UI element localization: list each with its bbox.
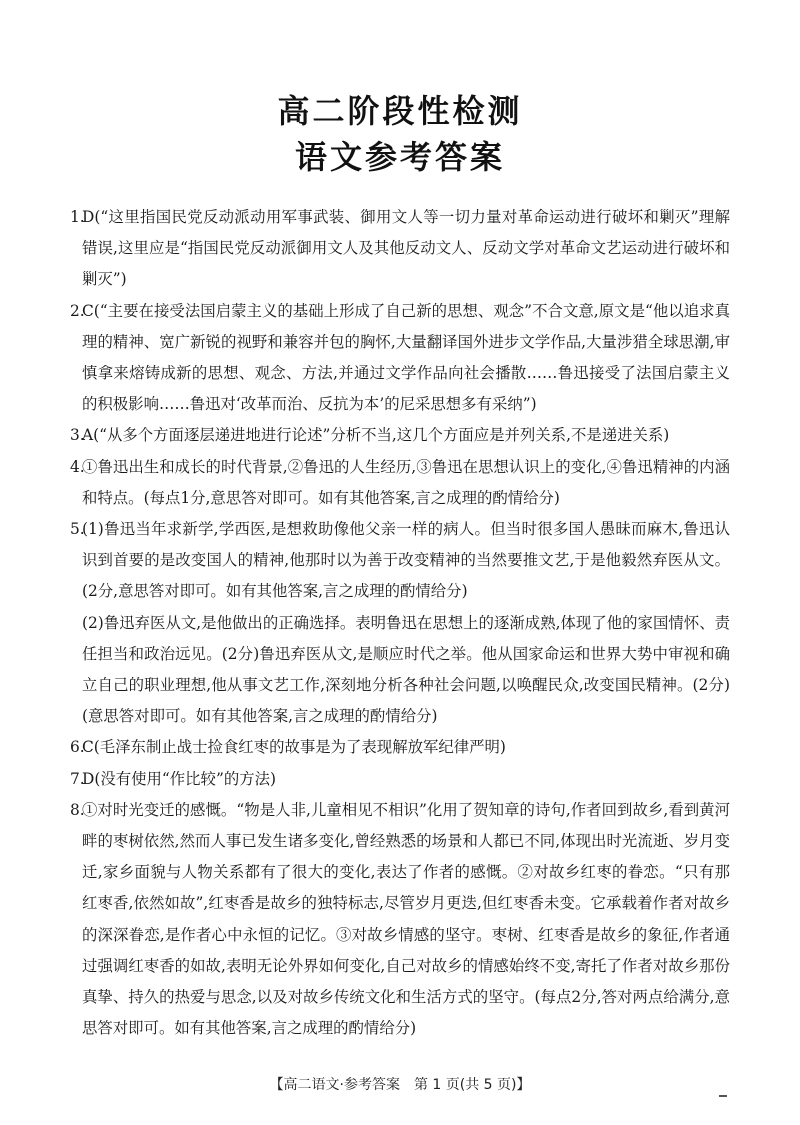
answer-item-3 bbox=[70, 420, 730, 451]
answer-number: 1. bbox=[70, 208, 85, 226]
answer-item-5 bbox=[70, 514, 730, 732]
answer-text: C(“主要在接受法国启蒙主义的基础上形成了自己新的思想、观念”不合文意,原文是“他以追求真理的精神、宽广新锐的视野和兼容并包的胸怀,大量翻译国外进步文学作品,大量涉猎全球思潮,审慎拿来熔铸成新的思想、观念、方法,并通过文学作品向社会播散……鲁迅接受了法国启蒙主义的积极影响……鲁迅对‘改革而治、反抗为本’的尼采思想多有采纳”) bbox=[82, 301, 730, 414]
answer-item-8 bbox=[70, 795, 730, 1045]
page-footer: 【高二语文·参考答案 第 1 页(共 5 页)】 bbox=[269, 1077, 531, 1093]
answer-text: D(“这里指国民党反动派动用军事武装、御用文人等一切力量对革命运动进行破坏和剿灭”理解错误,这里应是“指国民党反动派御用文人及其他反动文人、反动文学对革命文艺运动进行破坏和剿灭”) bbox=[82, 208, 730, 289]
answer-list bbox=[70, 202, 730, 1044]
page-title: 高二阶段性检测 bbox=[277, 92, 523, 130]
answer-number: 7. bbox=[70, 769, 85, 788]
answer-number: 6. bbox=[70, 738, 85, 757]
answer-text: C(毛泽东制止战士捡食红枣的故事是为了表现解放军纪律严明) bbox=[82, 738, 506, 757]
answer-number: 3. bbox=[70, 426, 85, 445]
answer-number: 2. bbox=[70, 301, 85, 320]
answer-item-7 bbox=[70, 764, 730, 795]
corner-mark bbox=[719, 1095, 727, 1097]
answer-item-1 bbox=[70, 202, 730, 296]
answer-text: A(“从多个方面逐层递进地进行论述”分析不当,这几个方面应是并列关系,不是递进关系) bbox=[82, 426, 670, 445]
answer-text: (1)鲁迅当年求新学,学西医,是想救助像他父亲一样的病人。但当时很多国人愚昧而麻木,鲁迅认识到首要的是改变国人的精神,他那时以为善于改变精神的当然要推文艺,于是他毅然弃医从文。(2分,意思答对即可。如有其他答案,言之成理的酌情给分) bbox=[82, 520, 730, 601]
answer-text: ①鲁迅出生和成长的时代背景,②鲁迅的人生经历,③鲁迅在思想认识上的变化,④鲁迅精神的内涵和特点。(每点1分,意思答对即可。如有其他答案,言之成理的酌情给分) bbox=[82, 457, 730, 507]
answer-number: 5. bbox=[70, 520, 85, 539]
answer-item-2 bbox=[70, 296, 730, 421]
answer-item-4 bbox=[70, 452, 730, 514]
answer-text: D(没有使用“作比较”的方法) bbox=[82, 769, 276, 788]
answer-subpart-2: (2)鲁迅弃医从文,是他做出的正确选择。表明鲁迅在思想上的逐渐成熟,体现了他的家国情怀、责任担当和政治远见。(2分)鲁迅弃医从文,是顺应时代之举。他从国家命运和世界大势中审视和确立自己的职业理想,他从事文艺工作,深刻地分析各种社会问题,以唤醒民众,改变国民精神。(2分)(意思答对即可。如有其他答案,言之成理的酌情给分) bbox=[82, 613, 730, 726]
answer-text: ①对时光变迁的感慨。“物是人非,儿童相见不相识”化用了贺知章的诗句,作者回到故乡,看到黄河畔的枣树依然,然而人事已发生诸多变化,曾经熟悉的场景和人都已不同,体现出时光流逝、岁月变迁,家乡面貌与人物关系都有了很大的变化,表达了作者的感慨。②对故乡红枣的眷恋。“只有那红枣香,依然如故”,红枣香是故乡的独特标志,尽管岁月更迭,但红枣香未变。它承载着作者对故乡的深深眷恋,是作者心中永恒的记忆。③对故乡情感的坚守。枣树、红枣香是故乡的象征,作者通过强调红枣香的如故,表明无论外界如何变化,自己对故乡的情感始终不变,寄托了作者对故乡那份真挚、持久的热爱与思念,以及对故乡传统文化和生活方式的坚守。(每点2分,答对两点给满分,意思答对即可。如有其他答案,言之成理的酌情给分) bbox=[82, 800, 730, 1038]
answer-item-6 bbox=[70, 732, 730, 763]
page-subtitle: 语文参考答案 bbox=[294, 138, 505, 176]
answer-number: 8. bbox=[70, 800, 85, 819]
answer-number: 4. bbox=[70, 457, 85, 476]
